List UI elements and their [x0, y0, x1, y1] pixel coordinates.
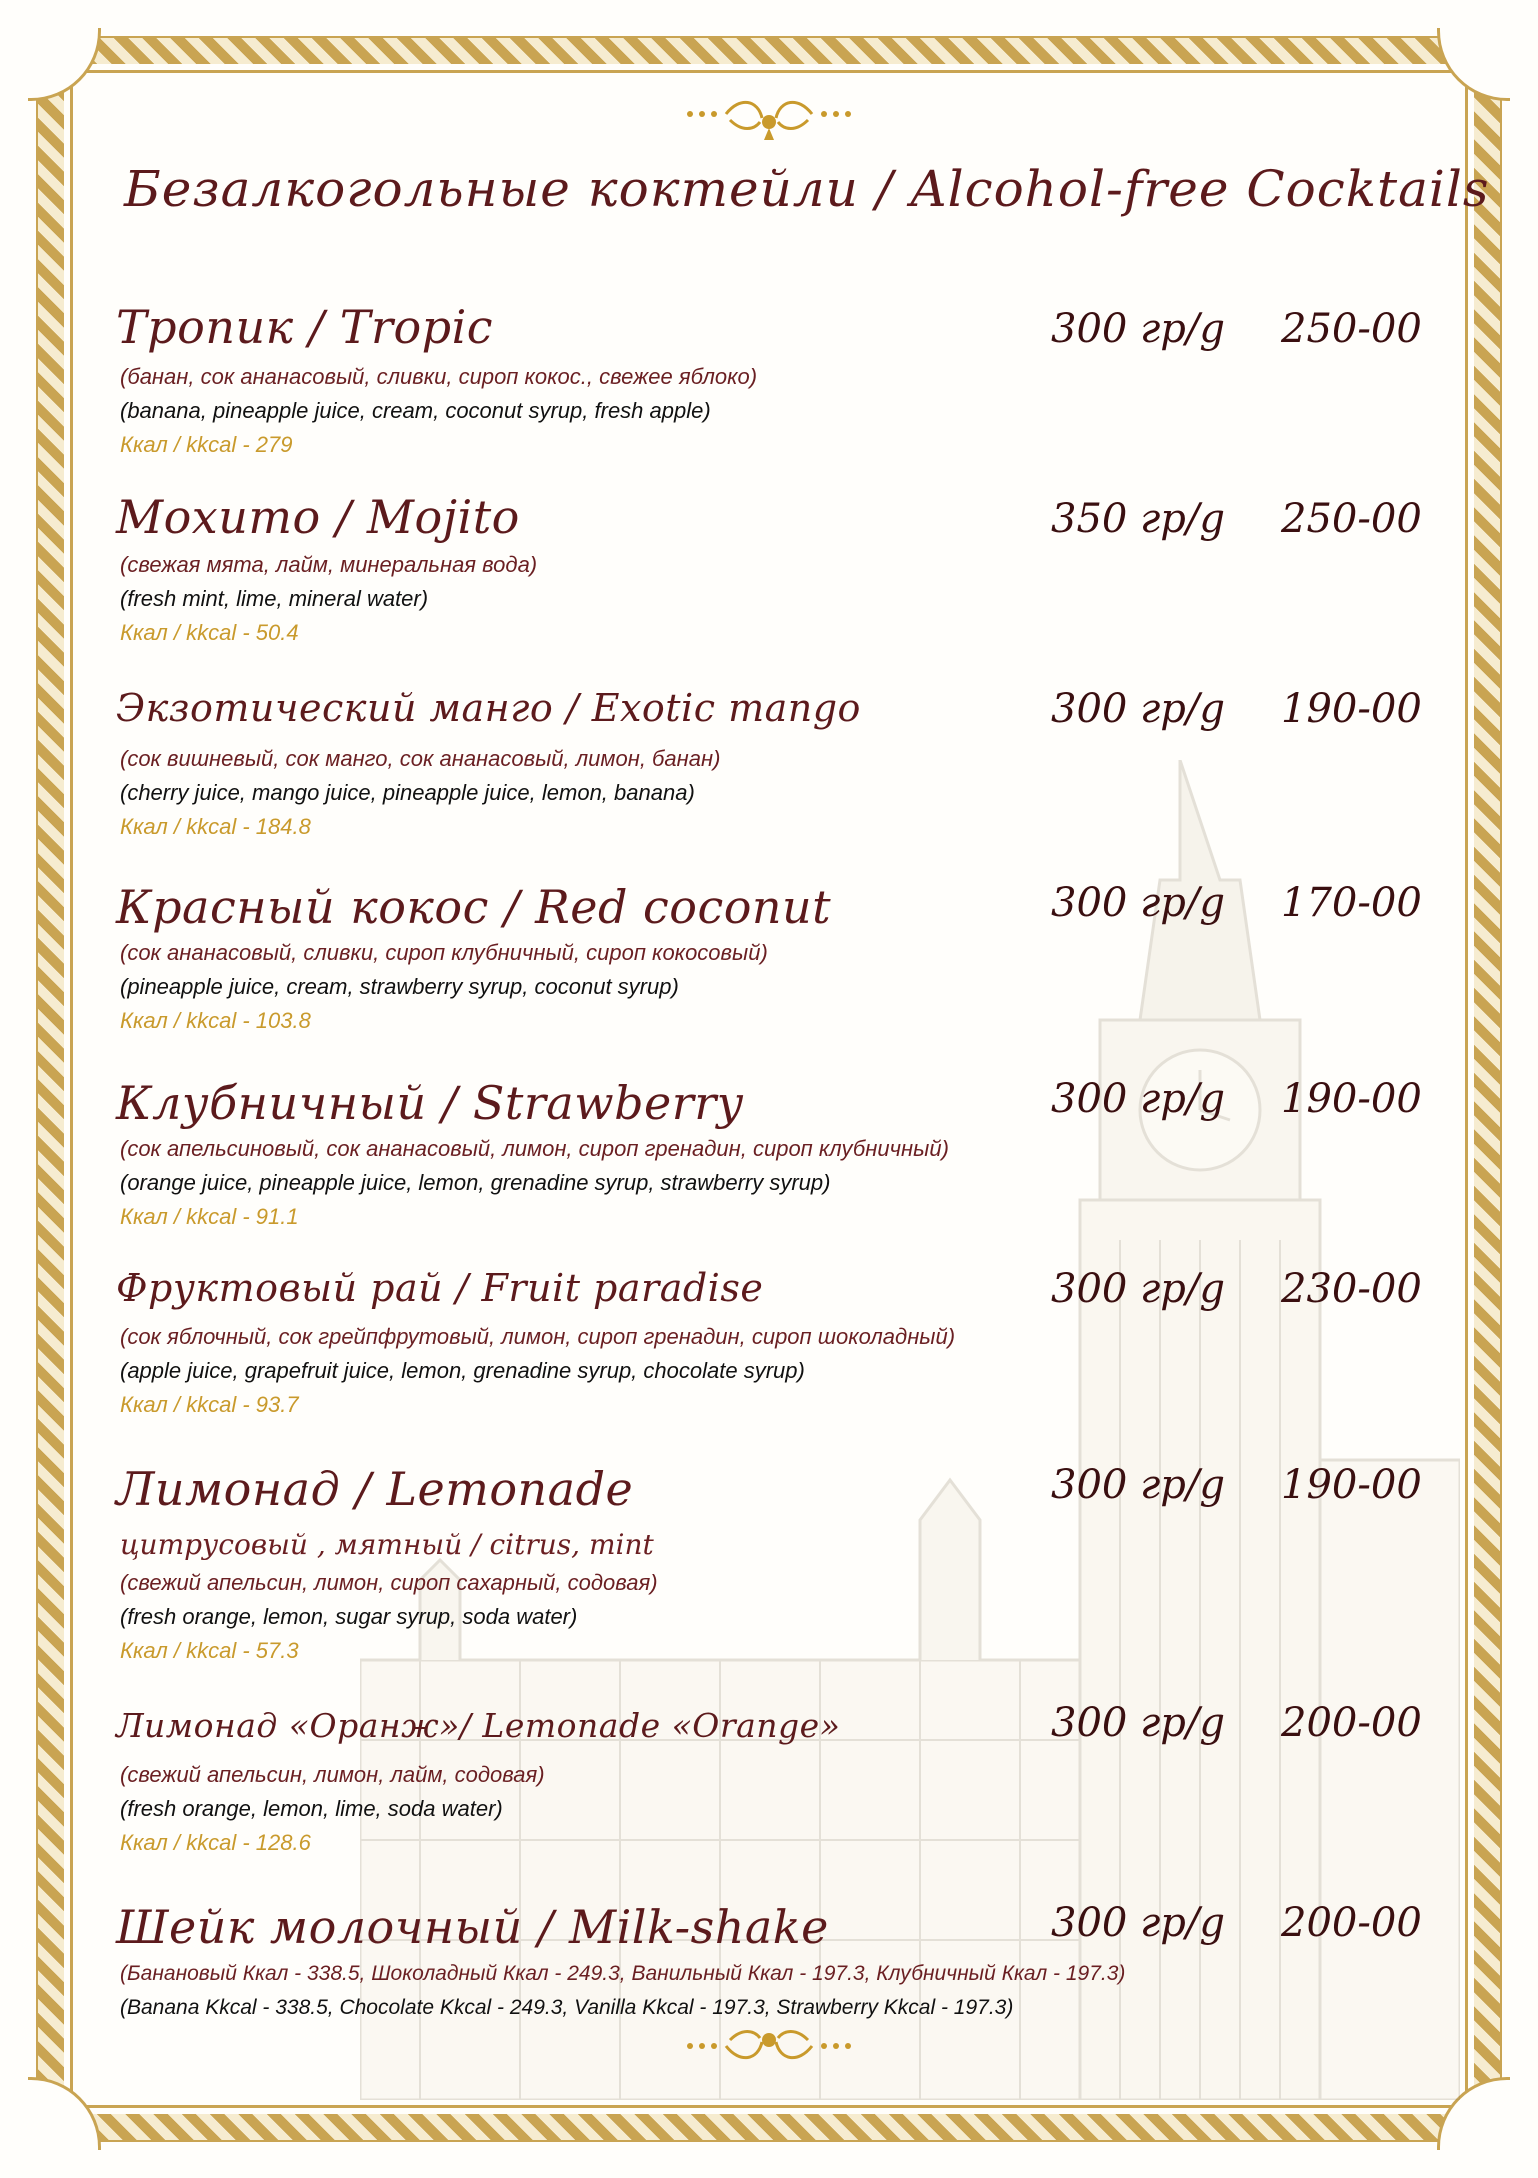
item-volume: 300 гр/g — [1051, 1076, 1225, 1122]
kcal-value: Ккал / kkcal - 91.1 — [120, 1204, 299, 1229]
item-price: 190-00 — [1281, 686, 1422, 732]
ingredients-en: (fresh orange, lemon, sugar syrup, soda water) — [120, 1604, 578, 1629]
kcal-value: Ккал / kkcal - 184.8 — [120, 814, 311, 839]
ingredients-ru: (Банановый Ккал - 338.5, Шоколадный Ккал - 249.3, Ванильный Ккал - 197.3, Клубничный Ккал - 197.3) — [120, 1962, 1126, 1985]
ingredients-ru: (банан, сок ананасовый, сливки, сироп кокос., свежее яблоко) — [120, 364, 758, 389]
ingredients-ru: (сок апельсиновый, сок ананасовый, лимон, сироп гренадин, сироп клубничный) — [120, 1136, 949, 1161]
item-name: Красный кокос / Red coconut — [116, 880, 832, 934]
ingredients-en: (apple juice, grapefruit juice, lemon, grenadine syrup, chocolate syrup) — [120, 1358, 805, 1383]
flourish-ornament-icon — [680, 92, 858, 142]
ingredients-en: (pineapple juice, cream, strawberry syrup, coconut syrup) — [120, 974, 679, 999]
item-volume: 300 гр/g — [1051, 880, 1225, 926]
kcal-value: Ккал / kkcal - 103.8 — [120, 1008, 311, 1033]
item-name: Лимонад / Lemonade — [116, 1462, 634, 1516]
flourish-ornament-icon — [680, 2018, 858, 2068]
item-volume: 300 гр/g — [1051, 1266, 1225, 1312]
kcal-value: Ккал / kkcal - 279 — [120, 432, 293, 457]
item-volume: 300 гр/g — [1051, 1462, 1225, 1508]
ingredients-en: (fresh mint, lime, mineral water) — [120, 586, 429, 611]
item-name: Лимонад «Оранж»/ Lemonade «Orange» — [116, 1706, 841, 1745]
ingredients-ru: (сок вишневый, сок манго, сок ананасовый, лимон, банан) — [120, 746, 721, 771]
item-volume: 350 гр/g — [1051, 496, 1225, 542]
item-name: Экзотический манго / Exotic mango — [116, 686, 861, 730]
item-name: Фруктовый рай / Fruit paradise — [116, 1266, 764, 1310]
item-price: 190-00 — [1281, 1462, 1422, 1508]
item-name: Шейк молочный / Milk-shake — [116, 1900, 829, 1954]
ingredients-en: (cherry juice, mango juice, pineapple juice, lemon, banana) — [120, 780, 695, 805]
item-subtitle: цитрусовый , мятный / citrus, mint — [120, 1528, 654, 1561]
item-name: Тропик / Tropic — [116, 300, 494, 354]
ingredients-ru: (сок ананасовый, сливки, сироп клубничный, сироп кокосовый) — [120, 940, 768, 965]
item-price: 170-00 — [1281, 880, 1422, 926]
kcal-value: Ккал / kkcal - 57.3 — [120, 1638, 299, 1663]
ingredients-ru: (свежая мята, лайм, минеральная вода) — [120, 552, 538, 577]
ingredients-ru: (сок яблочный, сок грейпфрутовый, лимон, сироп гренадин, сироп шоколадный) — [120, 1324, 956, 1349]
item-price: 250-00 — [1281, 306, 1422, 352]
item-name: Мохито / Mojito — [116, 490, 520, 544]
item-volume: 300 гр/g — [1051, 306, 1225, 352]
item-price: 230-00 — [1281, 1266, 1422, 1312]
item-price: 190-00 — [1281, 1076, 1422, 1122]
item-name: Клубничный / Strawberry — [116, 1076, 744, 1130]
item-volume: 300 гр/g — [1051, 1900, 1225, 1946]
ingredients-en: (orange juice, pineapple juice, lemon, grenadine syrup, strawberry syrup) — [120, 1170, 831, 1195]
kcal-value: Ккал / kkcal - 50.4 — [120, 620, 299, 645]
ingredients-en: (banana, pineapple juice, cream, coconut syrup, fresh apple) — [120, 398, 711, 423]
ingredients-ru: (свежий апельсин, лимон, лайм, содовая) — [120, 1762, 545, 1787]
ingredients-en: (Banana Kkcal - 338.5, Chocolate Kkcal - 249.3, Vanilla Kkcal - 197.3, Strawberry Kkcal - 197.3) — [120, 1996, 1014, 2019]
page-title: Безалкогольные коктейли / Alcohol-free Cocktails — [124, 160, 1490, 218]
ingredients-en: (fresh orange, lemon, lime, soda water) — [120, 1796, 503, 1821]
item-volume: 300 гр/g — [1051, 686, 1225, 732]
kcal-value: Ккал / kkcal - 93.7 — [120, 1392, 299, 1417]
item-price: 250-00 — [1281, 496, 1422, 542]
item-volume: 300 гр/g — [1051, 1700, 1225, 1746]
ingredients-ru: (свежий апельсин, лимон, сироп сахарный, содовая) — [120, 1570, 658, 1595]
kcal-value: Ккал / kkcal - 128.6 — [120, 1830, 311, 1855]
item-price: 200-00 — [1281, 1900, 1422, 1946]
item-price: 200-00 — [1281, 1700, 1422, 1746]
